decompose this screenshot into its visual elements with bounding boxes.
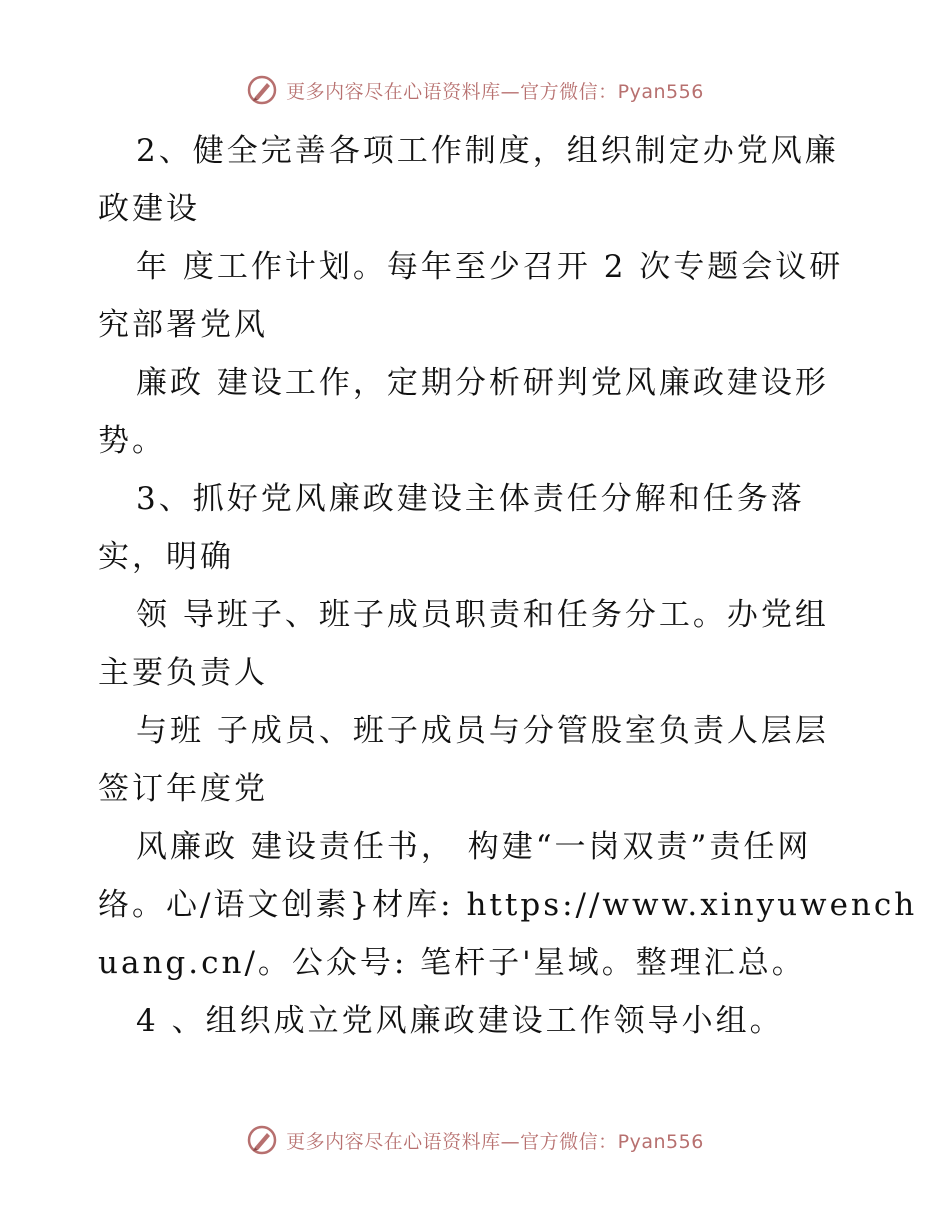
text-line: 签订年度党 — [98, 771, 268, 807]
header-watermark-text: 更多内容尽在心语资料库—官方微信：Pyan556 — [286, 80, 704, 103]
text-line: 势。 — [98, 423, 166, 459]
text-line: 究部署党风 — [98, 307, 268, 343]
text-line: 4 、组织成立党风廉政建设工作领导小组。 — [136, 1003, 784, 1039]
pen-logo-icon — [246, 74, 278, 106]
text-line: 3、抓好党风廉政建设主体责任分解和任务落 — [136, 481, 805, 517]
text-line: 2、健全完善各项工作制度，组织制定办党风廉 — [136, 133, 839, 169]
footer-watermark-text: 更多内容尽在心语资料库—官方微信：Pyan556 — [286, 1130, 704, 1153]
footer-watermark — [0, 1120, 950, 1160]
text-line: 领 导班子、班子成员职责和任务分工。办党组 — [136, 597, 829, 633]
text-line: uang.cn/。公众号: 笔杆子'星域。整理汇总。 — [98, 945, 806, 981]
text-line: 风廉政 建设责任书， 构建“一岗双责”责任网 — [136, 829, 812, 865]
header-watermark — [0, 70, 950, 110]
pen-logo-icon — [246, 1124, 278, 1156]
text-line: 主要负责人 — [98, 655, 268, 691]
document-body — [98, 122, 918, 1050]
text-line: 实，明确 — [98, 539, 234, 575]
text-line: 廉政 建设工作，定期分析研判党风廉政建设形 — [136, 365, 829, 401]
text-line: 与班 子成员、班子成员与分管股室负责人层层 — [136, 713, 829, 749]
text-line: 络。心/语文创素}材库: https://www.xinyuwench — [98, 887, 918, 923]
text-line: 政建设 — [98, 191, 200, 227]
text-line: 年 度工作计划。每年至少召开 2 次专题会议研 — [136, 249, 844, 285]
